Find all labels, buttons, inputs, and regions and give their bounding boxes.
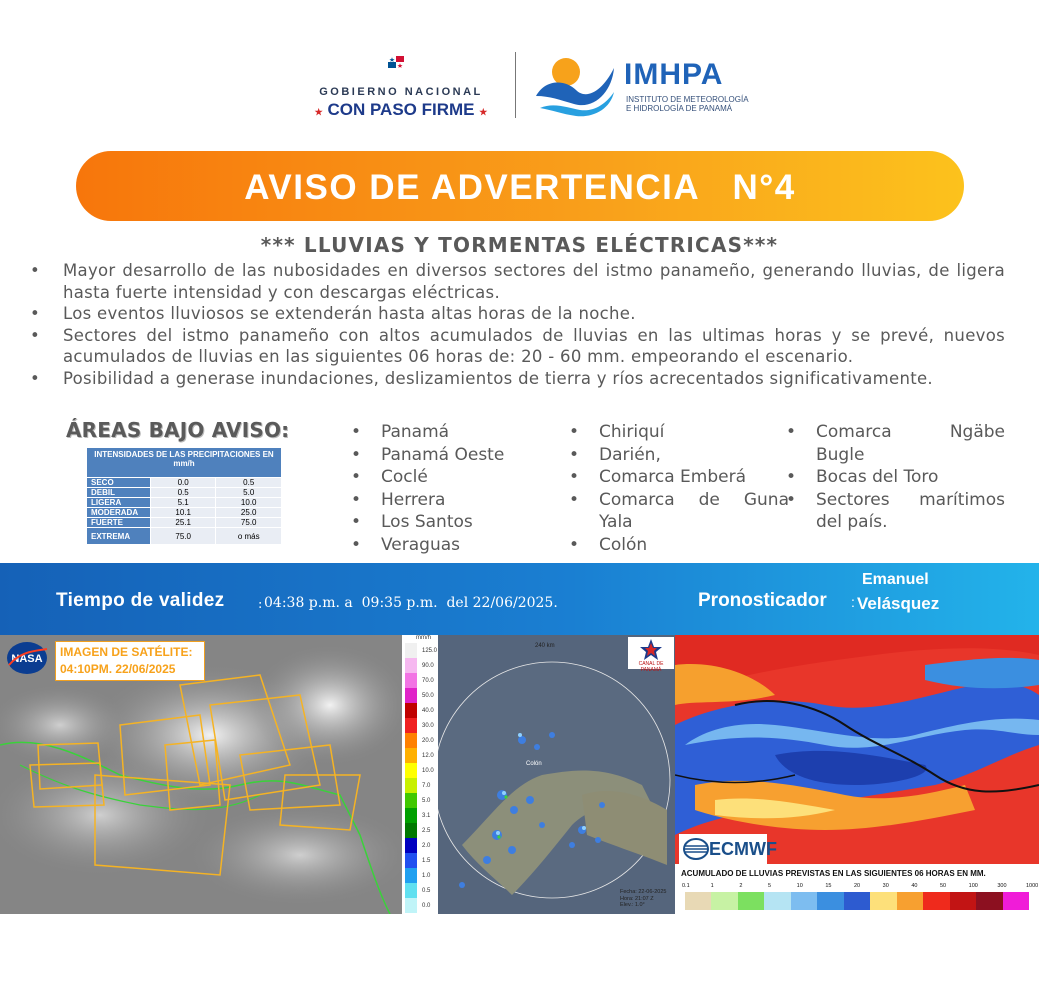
areas-column-2 — [569, 421, 789, 556]
intensity-label: MODERADA — [87, 508, 151, 518]
radar-scale-tick: 2.5 — [422, 828, 431, 834]
list-item — [30, 325, 1005, 368]
header-logos — [0, 48, 1039, 123]
bullet-icon: • — [351, 512, 362, 532]
area-name: Darién, — [599, 444, 661, 465]
area-name: Colón — [599, 534, 648, 555]
table-row — [87, 528, 282, 545]
radar-scale-tick: 12.0 — [422, 753, 434, 759]
intensity-min: 5.1 — [150, 498, 216, 508]
radar-scale-tick: 70.0 — [422, 678, 434, 684]
bullet-icon: • — [30, 261, 41, 280]
list-item — [351, 421, 551, 444]
intensity-max: 25.0 — [216, 508, 282, 518]
legend-tick-label: 1000 — [1026, 883, 1039, 889]
table-row — [87, 478, 282, 488]
bullet-icon: • — [569, 444, 580, 465]
list-item — [786, 466, 1005, 489]
bullet-text: Sectores del istmo panameño con altos acumulados de lluvias en las ultimas horas y se prevé, nuevos acumulados de lluvias en las siguientes 06 horas de: 20 - 60 mm. empeorando el escenario. — [63, 325, 1005, 366]
gov-line2 — [296, 100, 506, 120]
legend-tick-label: 0.1 — [682, 883, 690, 889]
radar-color-scale — [405, 643, 417, 913]
legend-tick-label: 5 — [768, 883, 772, 889]
intensity-max: o más — [216, 528, 282, 545]
area-name: Panamá Oeste — [381, 444, 505, 465]
areas-column-1 — [351, 421, 551, 556]
list-item — [569, 421, 789, 444]
legend-tick-label: 2 — [739, 883, 743, 889]
forecaster-first-name: Emanuel — [862, 571, 929, 588]
ecmwf-logo-text: ECMWF — [709, 839, 777, 859]
list-item — [351, 444, 551, 467]
legend-tick-label: 15 — [825, 883, 832, 889]
imhpa-logo — [532, 52, 762, 118]
list-item — [569, 534, 789, 557]
table-row — [87, 518, 282, 528]
intensity-min: 25.1 — [150, 518, 216, 528]
government-logo — [296, 54, 506, 118]
bullet-icon: • — [351, 534, 362, 555]
areas-title: ÁREAS BAJO AVISO: — [66, 418, 290, 442]
intensity-min: 75.0 — [150, 528, 216, 545]
intensity-label: FUERTE — [87, 518, 151, 528]
areas-column-3 — [786, 421, 1005, 534]
legend-swatch — [1003, 892, 1029, 910]
radar-time: Hora: 21:07 Z — [620, 895, 654, 902]
warning-subtitle: *** LLUVIAS Y TORMENTAS ELÉCTRICAS*** — [260, 233, 779, 257]
intensity-min: 0.0 — [150, 478, 216, 488]
canal-star-icon — [628, 637, 674, 661]
intensity-label: LIGERA — [87, 498, 151, 508]
ecmwf-forecast-image — [675, 635, 1039, 914]
imhpa-emblem-icon — [532, 52, 618, 118]
legend-swatch — [976, 892, 1002, 910]
area-name: Coclé — [381, 467, 428, 487]
list-item — [786, 489, 1005, 534]
radar-scale-tick: 50.0 — [422, 693, 434, 699]
radar-scale-tick: 0.0 — [422, 903, 431, 909]
legend-tick-label: 30 — [882, 883, 889, 889]
warning-details-list — [30, 260, 1005, 389]
canal-logo — [628, 637, 674, 673]
gov-motto: CON PASO FIRME — [327, 100, 475, 119]
ecmwf-legend — [675, 864, 1039, 914]
bullet-icon: • — [786, 422, 797, 442]
list-item — [30, 368, 1005, 390]
intensity-max: 5.0 — [216, 488, 282, 498]
radar-footer — [620, 889, 666, 909]
legend-swatch — [685, 892, 711, 910]
legend-swatch — [711, 892, 737, 910]
validity-label: Tiempo de validez — [56, 590, 225, 611]
radar-unit: mm/h — [416, 635, 431, 641]
radar-scale-tick: 0.5 — [422, 888, 431, 894]
star-icon: ★ — [479, 107, 488, 117]
area-name: Bocas del Toro — [816, 467, 939, 487]
forecaster-last-name: Velásquez — [857, 594, 940, 613]
bullet-icon: • — [30, 368, 41, 388]
legend-swatch — [791, 892, 817, 910]
bullet-icon: • — [569, 489, 580, 510]
table-row — [87, 498, 282, 508]
radar-date: Fecha: 22-06-2025 — [620, 889, 667, 895]
list-item — [351, 466, 551, 489]
intensity-label: EXTREMA — [87, 528, 151, 545]
imhpa-sub-line2: E HIDROLOGÍA DE PANAMÁ — [626, 104, 733, 113]
area-name: Comarca Ngäbe Bugle — [816, 422, 1005, 465]
area-name: Panamá — [381, 422, 450, 442]
radar-scale-tick: 1.5 — [422, 858, 431, 864]
radar-scale-tick: 20.0 — [422, 738, 434, 744]
radar-scale-tick: 1.0 — [422, 873, 431, 879]
intensity-table-header: INTENSIDADES DE LAS PRECIPITACIONES EN mm/h — [87, 448, 282, 478]
forecaster-colon: : — [851, 594, 855, 610]
validity-colon: : — [258, 597, 263, 612]
radar-elevation: Elev.: 1.0° — [620, 902, 645, 908]
star-icon: ★ — [314, 107, 323, 117]
intensity-max: 10.0 — [216, 498, 282, 508]
radar-scale-tick: 5.0 — [422, 798, 431, 804]
intensity-label: SECO — [87, 478, 151, 488]
validity-band — [0, 563, 1039, 635]
ecmwf-color-bar — [685, 892, 1029, 910]
list-item — [351, 489, 551, 512]
legend-tick-label: 300 — [997, 883, 1007, 889]
ecmwf-legend-ticks — [680, 883, 1039, 891]
gov-line1: GOBIERNO NACIONAL — [319, 86, 483, 98]
area-name: Herrera — [381, 489, 446, 510]
panama-flag-icon — [388, 56, 404, 68]
radar-scale-tick: 3.1 — [422, 813, 431, 819]
bullet-icon: • — [569, 422, 580, 442]
bullet-text: Los eventos lluviosos se extenderán hasta altas horas de la noche. — [63, 304, 636, 323]
intensity-max: 0.5 — [216, 478, 282, 488]
bullet-icon: • — [351, 467, 362, 487]
satellite-caption-time: 04:10PM. 22/06/2025 — [60, 662, 176, 676]
legend-tick-label: 40 — [911, 883, 918, 889]
bullet-icon: • — [30, 325, 41, 345]
area-name: Los Santos — [381, 512, 473, 532]
legend-tick-label: 20 — [854, 883, 861, 889]
bullet-icon: • — [569, 467, 580, 487]
area-name: Chiriquí — [599, 422, 665, 442]
ecmwf-logo — [679, 834, 777, 864]
bullet-icon: • — [30, 304, 41, 323]
banner-title: AVISO DE ADVERTENCIA N°4 — [244, 168, 796, 207]
svg-text:NASA: NASA — [11, 653, 43, 665]
legend-tick-label: 10 — [796, 883, 803, 889]
legend-tick-label: 50 — [940, 883, 947, 889]
legend-swatch — [950, 892, 976, 910]
radar-scale-tick: 30.0 — [422, 723, 434, 729]
radar-map-graphic — [402, 635, 675, 914]
table-row — [87, 488, 282, 498]
legend-swatch — [764, 892, 790, 910]
legend-swatch — [870, 892, 896, 910]
satellite-caption — [55, 641, 205, 681]
intensity-max: 75.0 — [216, 518, 282, 528]
ecmwf-legend-title: ACUMULADO DE LLUVIAS PREVISTAS EN LAS SIGUIENTES 06 HORAS EN MM. — [681, 869, 986, 878]
area-name: Comarca de Guna Yala — [599, 489, 789, 532]
legend-swatch — [738, 892, 764, 910]
bullet-text: Mayor desarrollo de las nubosidades en diversos sectores del istmo panameño, generando lluvias, de ligera hasta fuerte intensidad y con descargas eléctricas. — [63, 261, 1005, 302]
validity-value: 04:38 p.m. a 09:35 p.m. del 22/06/2025. — [264, 595, 558, 611]
bullet-icon: • — [786, 467, 797, 487]
list-item — [351, 534, 551, 557]
list-item — [351, 511, 551, 534]
list-item — [30, 260, 1005, 303]
bullet-text: Posibilidad a generase inundaciones, deslizamientos de tierra y ríos acrecentados significativamente. — [63, 368, 933, 388]
imhpa-subtitle — [626, 95, 749, 113]
radar-image — [402, 635, 675, 914]
legend-tick-label: 100 — [968, 883, 978, 889]
legend-swatch — [923, 892, 949, 910]
ecmwf-logo-icon — [682, 838, 710, 860]
imhpa-name: IMHPA — [624, 58, 724, 91]
canal-logo-text: CANAL DE PANAMÁ — [638, 661, 664, 673]
area-name: Sectores marítimos del país. — [816, 489, 1005, 532]
radar-scale-tick: 40.0 — [422, 708, 434, 714]
satellite-image — [0, 635, 402, 914]
bullet-icon: • — [351, 489, 362, 510]
list-item — [569, 466, 789, 489]
area-name: Veraguas — [381, 534, 461, 555]
table-row — [87, 508, 282, 518]
forecaster-label: Pronosticador — [698, 590, 827, 611]
intensity-table — [86, 447, 282, 545]
satellite-caption-title: IMAGEN DE SATÉLITE: — [60, 645, 193, 659]
area-name: Comarca Emberá — [599, 467, 746, 487]
intensity-min: 0.5 — [150, 488, 216, 498]
list-item — [786, 421, 1005, 466]
legend-swatch — [897, 892, 923, 910]
bullet-icon: • — [351, 444, 362, 465]
radar-scale-tick: 125.0 — [422, 648, 438, 654]
list-item — [30, 303, 1005, 325]
radar-scale — [402, 635, 438, 914]
radar-range-label: 240 km — [535, 643, 555, 649]
imhpa-sub-line1: INSTITUTO DE METEOROLOGÍA — [626, 95, 749, 104]
logo-divider — [515, 52, 516, 118]
legend-swatch — [844, 892, 870, 910]
radar-scale-tick: 90.0 — [422, 663, 434, 669]
radar-scale-tick: 7.0 — [422, 783, 431, 789]
intensity-label: DEBIL — [87, 488, 151, 498]
bullet-icon: • — [786, 489, 797, 510]
legend-tick-label: 1 — [710, 883, 714, 889]
legend-swatch — [817, 892, 843, 910]
list-item — [569, 444, 789, 467]
intensity-min: 10.1 — [150, 508, 216, 518]
list-item — [569, 489, 789, 534]
radar-city-label: Colón — [526, 761, 542, 767]
nasa-logo-icon — [5, 641, 49, 675]
radar-scale-tick: 2.0 — [422, 843, 431, 849]
bullet-icon: • — [569, 534, 580, 555]
bullet-icon: • — [351, 422, 362, 442]
title-banner — [76, 151, 964, 221]
radar-scale-tick: 10.0 — [422, 768, 434, 774]
